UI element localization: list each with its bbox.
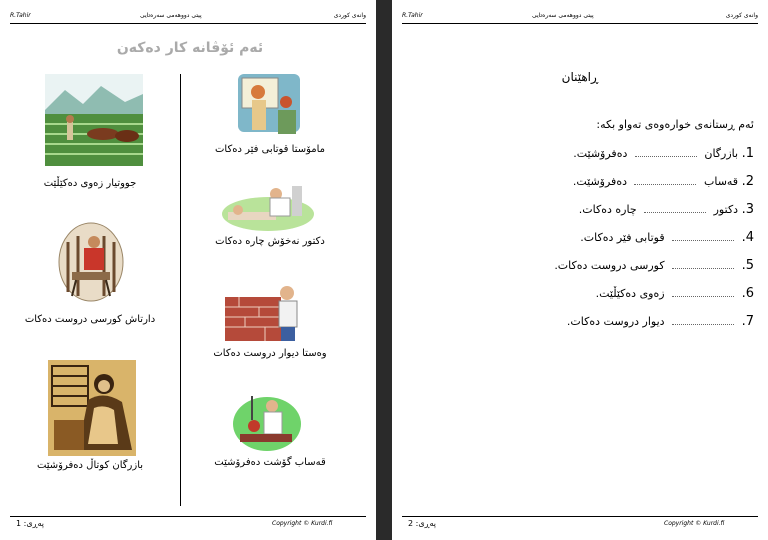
item-number: 7.	[741, 314, 754, 329]
subject-label: پیتی دووهەمی سەرەتایی	[140, 12, 202, 19]
blank-line[interactable]	[634, 184, 696, 185]
page-header	[402, 12, 758, 24]
item-number: 3.	[741, 202, 754, 217]
caption-doctor: دکتور نەخۆش چارە دەکات	[215, 236, 325, 247]
blank-line[interactable]	[672, 240, 734, 241]
page-title: ئەم ئۆڤانە كار دەكەن	[116, 40, 264, 56]
copyright-text: Copyright © Kurdi.fi	[272, 520, 333, 527]
copyright-text: Copyright © Kurdi.fi	[664, 520, 725, 527]
item-number: 5.	[741, 258, 754, 273]
blank-line[interactable]	[672, 268, 734, 269]
exercise-item	[573, 146, 754, 161]
exercise-title: ڕاهێنان	[561, 70, 599, 84]
page-footer	[402, 516, 758, 530]
item-number: 2.	[741, 174, 754, 189]
item-number: 1.	[741, 146, 754, 161]
blank-line[interactable]	[672, 296, 734, 297]
item-text-after: چارە دەکات.	[578, 203, 637, 216]
blank-line[interactable]	[635, 156, 697, 157]
exercise-item	[580, 230, 754, 245]
doctor-illustration	[218, 180, 316, 232]
caption-butcher: قەساب گۆشت دەفرۆشێت	[214, 457, 326, 468]
subject-label: پیتی دووهەمی سەرەتایی	[532, 12, 594, 19]
page-header	[10, 12, 366, 24]
item-text-after: دیوار دروست دەکات.	[566, 315, 665, 328]
column-divider	[180, 74, 181, 506]
item-text-after: زەوی دەکێڵێت.	[595, 287, 665, 300]
item-text-before: قەساب	[703, 175, 739, 188]
header-rule	[10, 23, 366, 24]
item-text-before: بازرگان	[704, 147, 739, 160]
caption-farmer: جووتیار زەوی دەکێڵێت	[43, 178, 137, 189]
butcher-illustration	[232, 392, 302, 452]
author-name: R.Tahir	[10, 12, 31, 19]
blank-line[interactable]	[672, 324, 734, 325]
exercise-item	[573, 174, 754, 189]
merchant-illustration	[48, 360, 136, 456]
item-number: 4.	[741, 230, 754, 245]
worksheet-page-2	[392, 0, 768, 540]
item-number: 6.	[741, 286, 754, 301]
page-footer	[10, 516, 366, 530]
item-text-before: دکتور	[713, 203, 739, 216]
author-name: R.Tahir	[402, 12, 423, 19]
page-number: پەڕی: 2	[408, 519, 436, 528]
farmer-illustration	[45, 74, 143, 166]
blank-line[interactable]	[644, 212, 706, 213]
item-text-after: قوتابی فێر دەکات.	[580, 231, 665, 244]
caption-builder: وەستا دیوار دروست دەکات	[213, 348, 327, 359]
caption-merchant: بازرگان کوتاڵ دەفرۆشێت	[36, 460, 144, 471]
caption-carpenter: دارتاش کورسی دروست دەکات	[24, 314, 156, 325]
page-gap	[376, 0, 392, 540]
lesson-label: وانەی کوردی	[333, 12, 366, 19]
carpenter-illustration	[58, 222, 124, 302]
worksheet-page-1	[0, 0, 376, 540]
teacher-illustration	[230, 72, 305, 137]
exercise-instruction: ئەم ڕستانەی خوارەوەی تەواو بکە:	[596, 118, 754, 131]
footer-rule	[402, 516, 758, 517]
exercise-item	[579, 202, 754, 217]
item-text-after: کورسی دروست دەکات.	[554, 259, 665, 272]
builder-illustration	[225, 283, 305, 343]
header-rule	[402, 23, 758, 24]
lesson-label: وانەی کوردی	[725, 12, 758, 19]
caption-teacher: مامۆستا قوتابی فێر دەکات	[214, 144, 326, 155]
item-text-after: دەفرۆشێت.	[573, 147, 628, 160]
exercise-item	[567, 314, 754, 329]
footer-rule	[10, 516, 366, 517]
exercise-item	[596, 286, 754, 301]
exercise-item	[554, 258, 754, 273]
item-text-after: دەفرۆشێت.	[572, 175, 627, 188]
page-number: پەڕی: 1	[16, 519, 44, 528]
